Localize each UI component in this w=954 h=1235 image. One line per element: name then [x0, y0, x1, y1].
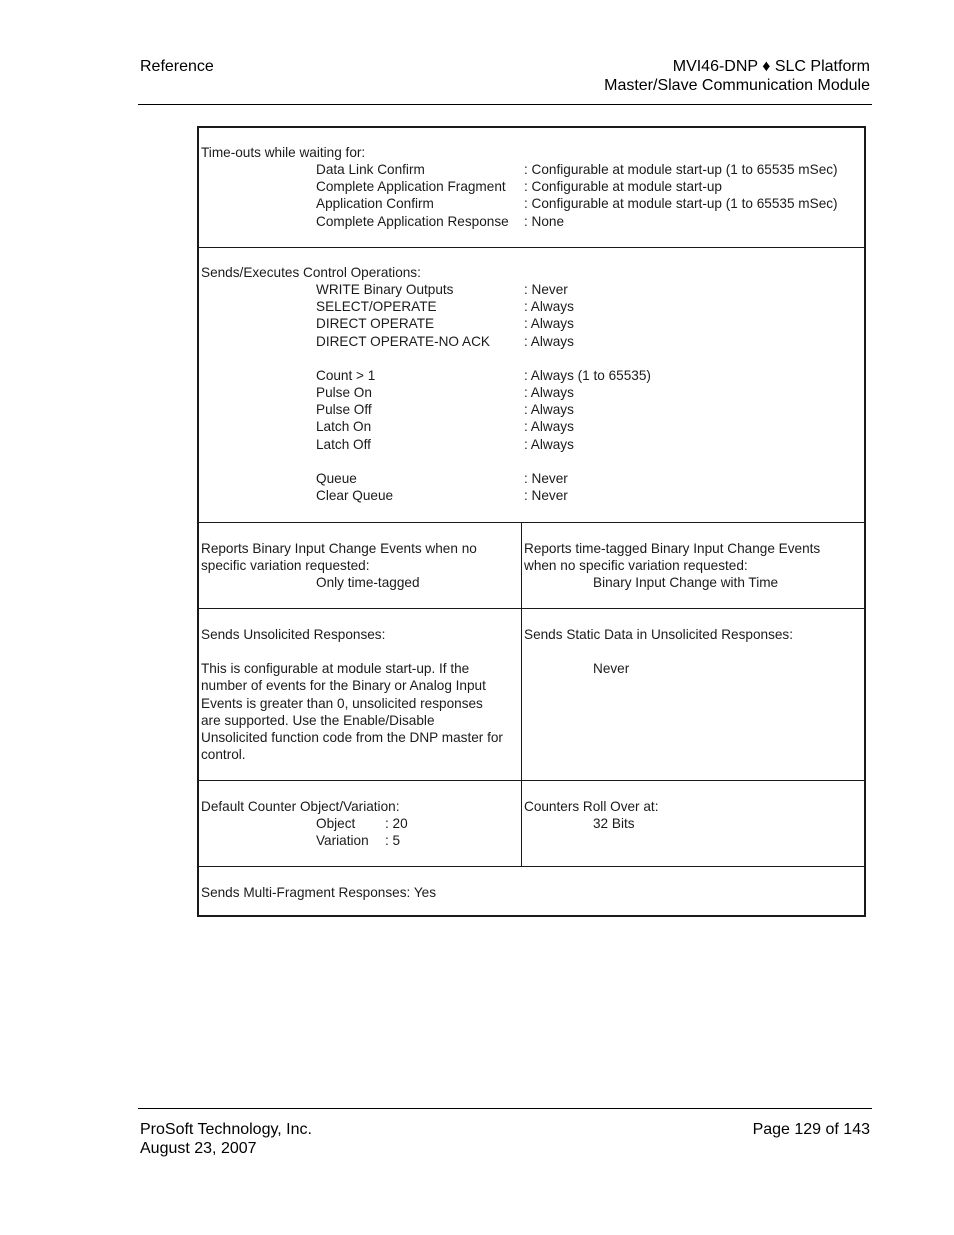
- footer-date: August 23, 2007: [140, 1140, 257, 1157]
- control-op-value: : Always: [524, 419, 574, 434]
- binary-events-left-line2: specific variation requested:: [201, 558, 370, 573]
- control-op-label: Latch Off: [316, 437, 371, 452]
- footer-divider: [138, 1108, 872, 1109]
- timeout-value: : None: [524, 214, 565, 229]
- control-op-value: : Always (1 to 65535): [524, 368, 651, 383]
- counter-object-label: Object: [316, 816, 356, 831]
- binary-events-right-value: Binary Input Change with Time: [593, 575, 779, 590]
- unsolicited-desc-line: number of events for the Binary or Analog Input: [201, 678, 486, 693]
- multi-fragment-row: [199, 867, 864, 915]
- static-data-title: Sends Static Data in Unsolicited Responses:: [524, 627, 793, 642]
- binary-events-right-cell: [522, 523, 864, 608]
- control-op-label: Clear Queue: [316, 488, 394, 503]
- control-op-value: : Always: [524, 402, 574, 417]
- header-product: [604, 57, 870, 95]
- binary-events-left-cell: [199, 523, 522, 608]
- control-op-value: : Never: [524, 282, 568, 297]
- timeout-value: : Configurable at module start-up (1 to 65535 mSec): [524, 196, 838, 211]
- multi-fragment-text: Sends Multi-Fragment Responses: Yes: [201, 885, 436, 900]
- control-op-label: DIRECT OPERATE: [316, 316, 435, 331]
- counter-variation-label: Variation: [316, 833, 369, 848]
- header-divider: [138, 104, 872, 105]
- counter-right-cell: [522, 781, 864, 866]
- unsolicited-row: [199, 609, 864, 781]
- header-section-name: Reference: [140, 58, 214, 75]
- rollover-title: Counters Roll Over at:: [524, 799, 659, 814]
- footer-left: [140, 1120, 312, 1158]
- control-ops-title: Sends/Executes Control Operations:: [201, 265, 421, 280]
- unsolicited-left-cell: [199, 609, 522, 780]
- timeout-label: Data Link Confirm: [316, 162, 425, 177]
- unsolicited-desc-line: This is configurable at module start-up. If the: [201, 661, 470, 676]
- counter-variation-value: : 5: [385, 833, 401, 848]
- timeout-label: Complete Application Fragment: [316, 179, 506, 194]
- control-op-label: Pulse Off: [316, 402, 372, 417]
- control-op-value: : Never: [524, 471, 568, 486]
- control-op-label: Count > 1: [316, 368, 376, 383]
- control-op-value: : Always: [524, 299, 574, 314]
- unsolicited-desc-line: Events is greater than 0, unsolicited responses: [201, 696, 483, 711]
- timeouts-title: Time-outs while waiting for:: [201, 145, 366, 160]
- footer-company: ProSoft Technology, Inc.: [140, 1121, 312, 1138]
- timeout-label: Application Confirm: [316, 196, 434, 211]
- footer-page-number: Page 129 of 143: [752, 1121, 870, 1138]
- timeout-value: : Configurable at module start-up: [524, 179, 722, 194]
- unsolicited-desc-line: control.: [201, 747, 246, 762]
- unsolicited-right-cell: [522, 609, 864, 780]
- control-op-value: : Always: [524, 316, 574, 331]
- counter-left-cell: [199, 781, 522, 866]
- binary-events-left-line1: Reports Binary Input Change Events when no: [201, 541, 477, 556]
- rollover-value: 32 Bits: [593, 816, 635, 831]
- device-profile-table: [197, 126, 866, 917]
- binary-events-right-line1: Reports time-tagged Binary Input Change Events: [524, 541, 821, 556]
- control-op-label: DIRECT OPERATE-NO ACK: [316, 334, 490, 349]
- control-op-label: SELECT/OPERATE: [316, 299, 437, 314]
- control-ops-row: [199, 248, 864, 523]
- binary-events-right-line2: when no specific variation requested:: [524, 558, 748, 573]
- control-op-value: : Never: [524, 488, 568, 503]
- control-op-value: : Always: [524, 385, 574, 400]
- counter-title: Default Counter Object/Variation:: [201, 799, 400, 814]
- unsolicited-desc-line: are supported. Use the Enable/Disable: [201, 713, 435, 728]
- control-op-value: : Always: [524, 334, 574, 349]
- control-op-value: : Always: [524, 437, 574, 452]
- timeout-label: Complete Application Response: [316, 214, 509, 229]
- control-op-label: Queue: [316, 471, 357, 486]
- control-op-label: WRITE Binary Outputs: [316, 282, 454, 297]
- control-op-label: Latch On: [316, 419, 372, 434]
- unsolicited-title: Sends Unsolicited Responses:: [201, 627, 386, 642]
- counter-row: [199, 781, 864, 867]
- counter-object-value: : 20: [385, 816, 408, 831]
- header-product-line1: MVI46-DNP ♦ SLC Platform: [672, 58, 870, 75]
- header-product-line2: Master/Slave Communication Module: [604, 77, 870, 94]
- control-op-label: Pulse On: [316, 385, 372, 400]
- timeouts-row: [199, 128, 864, 248]
- binary-events-left-value: Only time-tagged: [316, 575, 420, 590]
- unsolicited-desc-line: Unsolicited function code from the DNP master for: [201, 730, 503, 745]
- binary-events-row: [199, 523, 864, 609]
- static-data-value: Never: [593, 661, 630, 676]
- timeout-value: : Configurable at module start-up (1 to 65535 mSec): [524, 162, 838, 177]
